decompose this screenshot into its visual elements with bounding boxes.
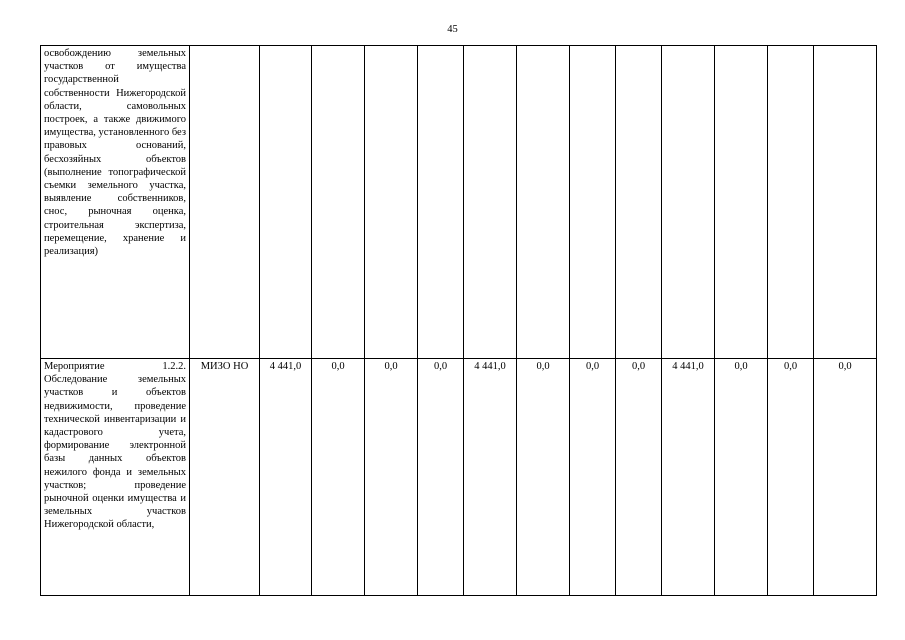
value-cell: 0,0 (814, 359, 877, 596)
value-cell: 4 441,0 (662, 359, 715, 596)
value-cell: 4 441,0 (260, 359, 312, 596)
value-cell (418, 46, 464, 359)
table-row (41, 46, 877, 359)
value-cell (517, 46, 570, 359)
page-number: 45 (447, 24, 458, 35)
table-row (41, 359, 877, 596)
value-cell: 0,0 (715, 359, 768, 596)
value-cell (662, 46, 715, 359)
value-cell (814, 46, 877, 359)
value-cell (260, 46, 312, 359)
activity-description-cell: Мероприятие 1.2.2. Обследование земельных участков и объектов недвижимости, проведение технической инвентаризации и кадастрового учета, формирование электронной базы данных объектов нежилого фонда и земельных участков; проведение рыночной оценки имущества и земельных участков Нижегородской области, (41, 359, 190, 596)
value-cell (570, 46, 616, 359)
value-cell: 0,0 (418, 359, 464, 596)
program-table (40, 45, 877, 596)
value-cell (715, 46, 768, 359)
value-cell (365, 46, 418, 359)
value-cell (464, 46, 517, 359)
activity-description-cell: освобождению земельных участков от имущества государственной собственности Нижегородской области, самовольных построек, а также движимого имущества, установленного без правовых оснований, бесхозяйных объектов (выполнение топографической съемки земельного участка, выявление собственников, снос, рыночная оценка, строительная экспертиза, перемещение, хранение и реализация) (41, 46, 190, 359)
value-cell: 0,0 (312, 359, 365, 596)
executor-cell: МИЗО НО (190, 359, 260, 596)
value-cell: 0,0 (616, 359, 662, 596)
value-cell (768, 46, 814, 359)
value-cell (312, 46, 365, 359)
value-cell: 0,0 (768, 359, 814, 596)
value-cell (616, 46, 662, 359)
value-cell: 4 441,0 (464, 359, 517, 596)
executor-cell (190, 46, 260, 359)
value-cell: 0,0 (570, 359, 616, 596)
value-cell: 0,0 (517, 359, 570, 596)
value-cell: 0,0 (365, 359, 418, 596)
